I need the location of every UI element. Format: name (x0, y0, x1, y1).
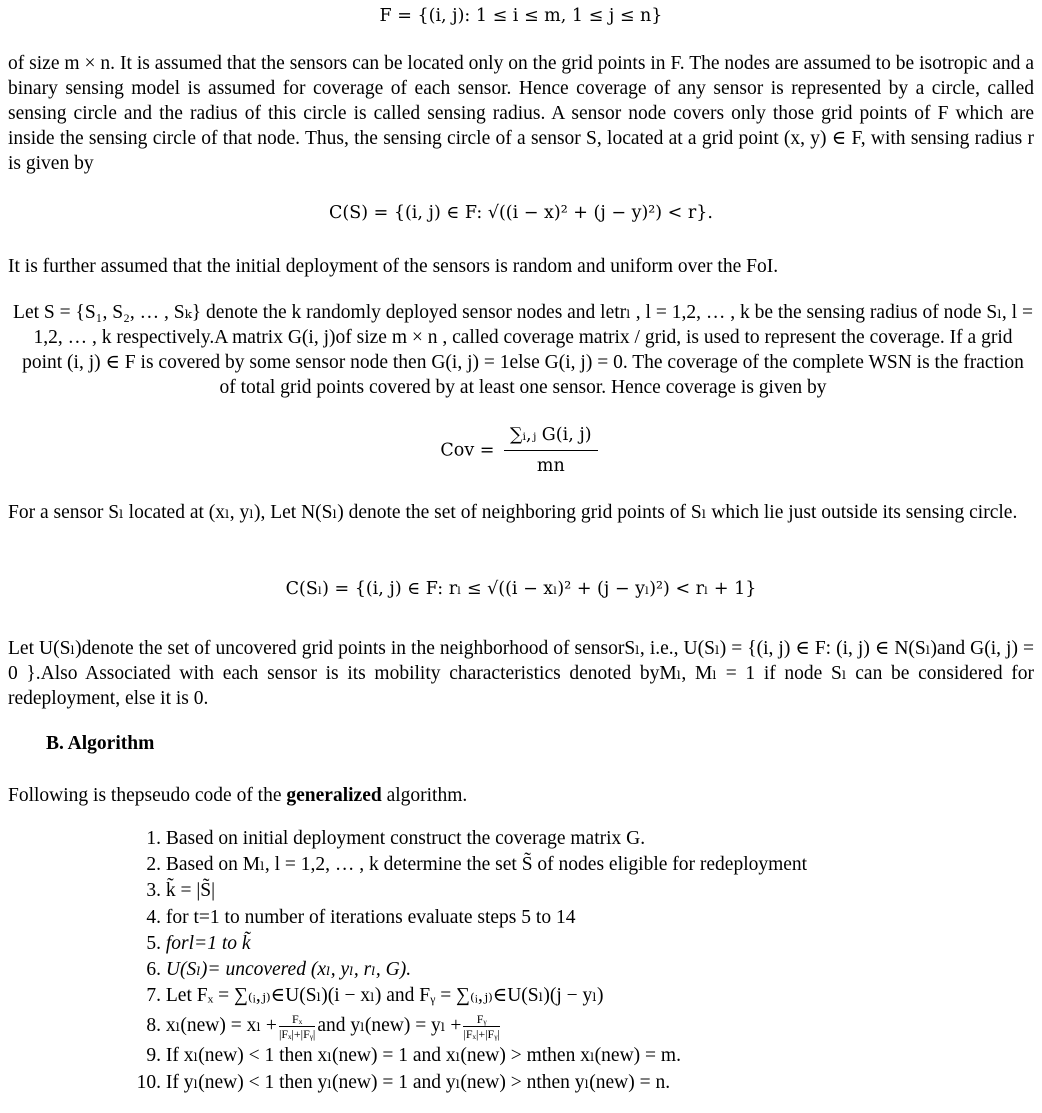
equation-sensing-circle: C(S) = {(i, j) ∈ F: √((i − x)² + (j − y)²) < r}. (329, 203, 713, 223)
paragraph-grid-description: of size m × n. It is assumed that the sensors can be located only on the grid points in F. The nodes are assumed to be isotropic and a binary sensing model is assumed for coverage of each sensor. Hence coverage of any sensor is represented by a circle, called sensing circle and the radius of this circle is called sensing radius. A sensor node covers only those grid points of F which are inside the sensing circle of that node. Thus, the sensing circle of a sensor S, located at a grid point (x, y) ∈ F, with sensing radius r is given by (8, 53, 1034, 174)
paragraph-neighbor-set: For a sensor Sₗ located at (xₗ, yₗ), Let N(Sₗ) denote the set of neighboring grid points of Sₗ which lie just outside its sensing circle. (8, 502, 1018, 523)
paragraph-pseudo-code-intro (8, 783, 1034, 808)
step-text: Based on initial deployment construct the coverage matrix G. (165, 828, 646, 849)
intro-text-end: algorithm. (381, 785, 468, 806)
algorithm-step (121, 905, 1021, 931)
step-text: If xₗ(new) < 1 then xₗ(new) = 1 and xₗ(new) > mthen xₗ(new) = m. (165, 1045, 681, 1067)
step-text: forl=1 to k̃ (165, 932, 251, 954)
fraction-x (279, 1012, 315, 1041)
step-8-right: and yₗ(new) = yₗ + (317, 1015, 462, 1037)
algorithm-step (121, 852, 1021, 878)
paragraph-random-deployment: It is further assumed that the initial deployment of the sensors is random and uniform over the FoI. (8, 256, 779, 277)
step-number: 7. (146, 985, 161, 1007)
equation-neighbor-ring: C(Sₗ) = {(i, j) ∈ F: rₗ ≤ √((i − xₗ)² + (j − yₗ)²) < rₗ + 1} (285, 579, 757, 599)
algorithm-step (121, 1043, 1021, 1069)
intro-text-start: Following is thepseudo code of the (8, 785, 287, 806)
step-number: 5. (146, 932, 161, 954)
algorithm-step (121, 957, 1021, 983)
equation-grid-set: F = {(i, j): 1 ≤ i ≤ m, 1 ≤ j ≤ n} (379, 6, 663, 26)
equation-coverage-fraction (504, 423, 598, 479)
intro-text-bold: generalized (286, 785, 382, 806)
fraction-x-denominator: |Fₓ|+|Fᵧ| (278, 1027, 316, 1042)
algorithm-step (121, 1070, 1021, 1096)
step-number: 1. (146, 828, 161, 849)
paragraph-uncovered-set: Let U(Sₗ)denote the set of uncovered grid points in the neighborhood of sensorSₗ, i.e., U(Sₗ) = {(i, j) ∈ F: (i, j) ∈ N(Sₗ)and G(i, j) = 0 }.Also Associated with each sensor is its mobility characteristics denoted byMₗ, Mₗ = 1 if node Sₗ can be considered for redeployment, else it is 0. (8, 638, 1034, 709)
fraction-x-numerator: Fₓ (279, 1012, 315, 1027)
algorithm-step (121, 878, 1021, 904)
step-text: Let Fₓ = ∑₍ᵢ,ⱼ₎∈U(Sₗ)(i − xₗ) and Fᵧ = ∑₍ᵢ,ⱼ₎∈U(Sₗ)(j − yₗ) (165, 985, 604, 1007)
fraction-y-denominator: |Fₓ|+|Fᵧ| (463, 1027, 500, 1042)
algorithm-steps-list (121, 826, 1021, 1096)
step-number: 8. (146, 1015, 161, 1037)
step-text: for t=1 to number of iterations evaluate steps 5 to 14 (165, 906, 576, 928)
algorithm-step (121, 1009, 1021, 1043)
step-number: 2. (146, 854, 161, 876)
step-number: 6. (146, 958, 161, 980)
step-number: 4. (146, 906, 161, 928)
step-number: 3. (146, 880, 161, 902)
step-text: If yₗ(new) < 1 then yₗ(new) = 1 and yₗ(new) > nthen yₗ(new) = n. (165, 1071, 671, 1093)
equation-coverage-numerator: ∑ᵢ,ⱼ G(i, j) (504, 423, 598, 451)
step-text: k̃ = |S̃| (165, 880, 216, 902)
algorithm-step (121, 931, 1021, 957)
algorithm-step (121, 983, 1021, 1009)
equation-coverage (8, 423, 1034, 479)
algorithm-step (121, 826, 1021, 852)
equation-coverage-lhs: Cov = (440, 440, 495, 461)
step-8-left: xₗ(new) = xₗ + (165, 1015, 277, 1037)
step-text: U(Sₗ)= uncovered (xₗ, yₗ, rₗ, G). (165, 958, 412, 980)
fraction-y (463, 1012, 499, 1041)
step-text: Based on Mₗ, l = 1,2, … , k determine the set S̃ of nodes eligible for redeployment (165, 854, 808, 876)
equation-coverage-denominator: mn (536, 456, 565, 476)
step-number: 9. (146, 1045, 161, 1067)
section-heading-algorithm: B. Algorithm (46, 733, 155, 754)
step-text (165, 1012, 502, 1042)
paragraph-coverage-matrix: Let S = {S₁, S₂, … , Sₖ} denote the k randomly deployed sensor nodes and letrₗ , l = 1,2, … , k be the sensing radius of node Sₗ, l = 1,2, … , k respectively.A matrix G(i, j)of size m × n , called coverage matrix / grid, is used to represent the coverage. If a grid point (i, j) ∈ F is covered by some sensor node then G(i, j) = 1else G(i, j) = 0. The coverage of the complete WSN is the fraction of total grid points covered by at least one sensor. Hence coverage is given by (13, 302, 1033, 398)
step-number: 10. (136, 1071, 161, 1093)
fraction-y-numerator: Fᵧ (463, 1012, 499, 1027)
